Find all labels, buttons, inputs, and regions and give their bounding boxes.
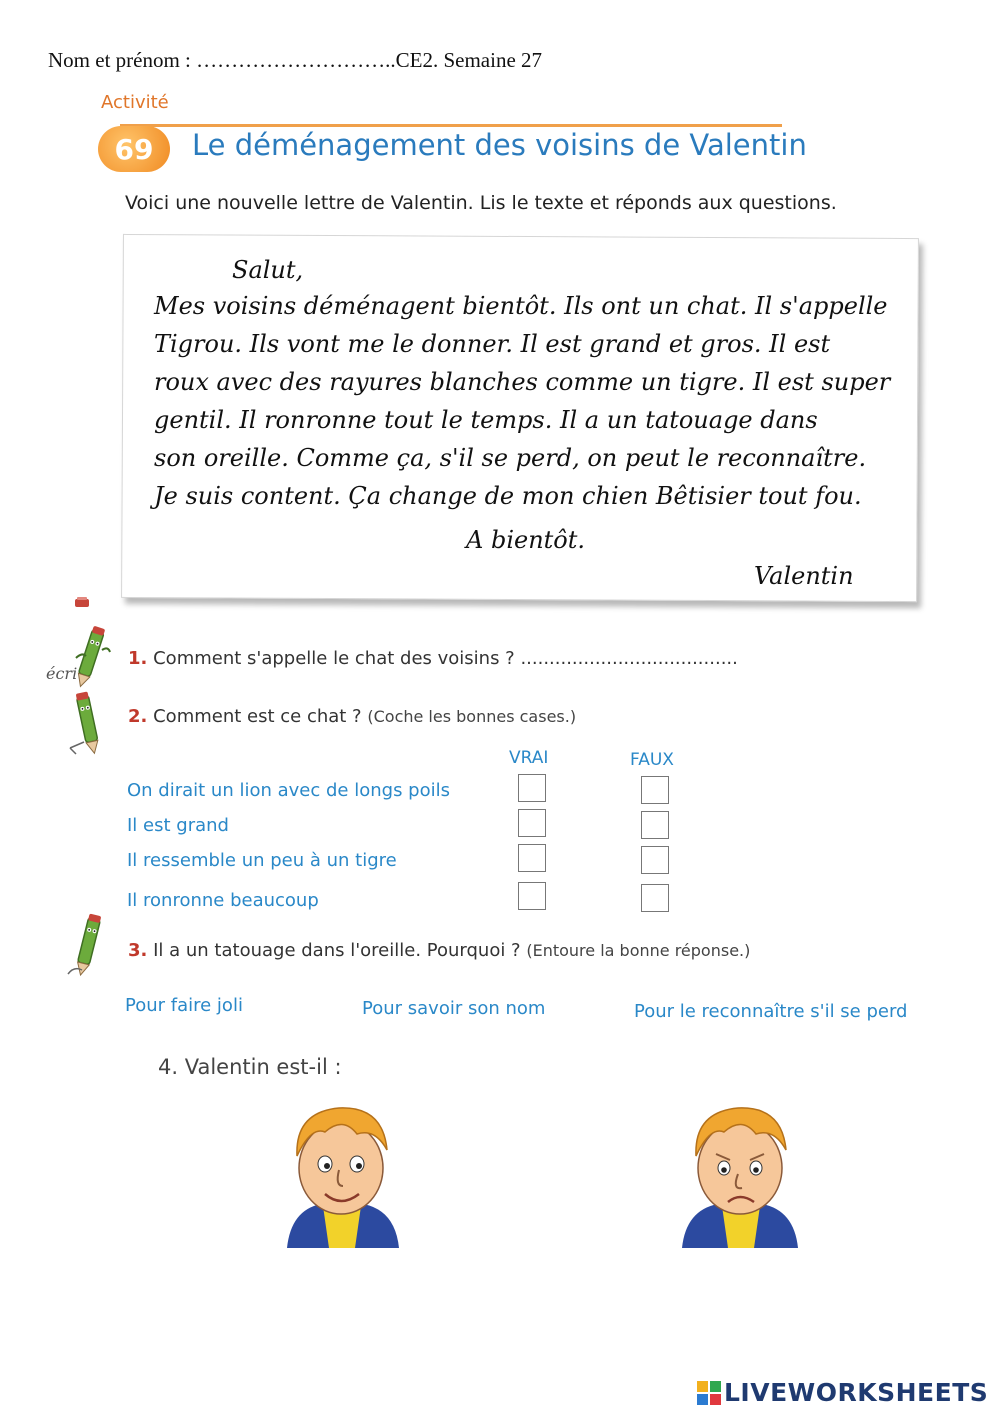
letter-greeting: Salut, [232, 256, 304, 284]
true-checkbox[interactable] [518, 774, 546, 802]
statement: Il est grand [127, 815, 229, 836]
false-checkbox[interactable] [641, 846, 669, 874]
title-underline [120, 124, 782, 127]
letter-signoff: A bientôt. [466, 526, 586, 554]
sad-boy-icon[interactable] [676, 1098, 806, 1248]
question-number: 2. [128, 706, 148, 727]
letter-line: Tigrou. Ils vont me le donner. Il est grand et gros. Il est [154, 330, 831, 358]
false-checkbox[interactable] [641, 811, 669, 839]
question-number: 3. [128, 940, 148, 961]
question-1 [128, 648, 738, 669]
answer-choice[interactable]: Pour le reconnaître s'il se perd [634, 1001, 908, 1022]
statement: Il ronronne beaucoup [127, 890, 319, 911]
margin-label: écri [46, 664, 78, 683]
question-3 [128, 940, 750, 961]
liveworksheets-logo [697, 1378, 988, 1407]
question-1-text: Comment s'appelle le chat des voisins ? ...................................... [153, 648, 738, 669]
column-false-header: FAUX [630, 750, 674, 770]
question-2 [128, 706, 576, 727]
activity-title: Le déménagement des voisins de Valentin [192, 128, 807, 162]
true-checkbox[interactable] [518, 809, 546, 837]
true-checkbox[interactable] [518, 844, 546, 872]
answer-choice[interactable]: Pour savoir son nom [362, 998, 546, 1019]
letter-line: Je suis content. Ça change de mon chien Bêtisier tout fou. [154, 482, 862, 510]
pencil-tip-icon [74, 596, 90, 608]
activity-label: Activité [101, 92, 169, 113]
false-checkbox[interactable] [641, 776, 669, 804]
instructions: Voici une nouvelle lettre de Valentin. Lis le texte et réponds aux questions. [125, 192, 837, 214]
false-checkbox[interactable] [641, 884, 669, 912]
column-true-header: VRAI [509, 748, 549, 768]
letter-line: Mes voisins déménagent bientôt. Ils ont un chat. Il s'appelle [154, 292, 888, 320]
letter-line: son oreille. Comme ça, s'il se perd, on peut le reconnaître. [154, 444, 867, 472]
question-2-text: Comment est ce chat ? [153, 706, 362, 727]
answer-choice[interactable]: Pour faire joli [125, 995, 243, 1016]
question-3-hint: (Entoure la bonne réponse.) [526, 941, 751, 960]
activity-number-badge: 69 [98, 126, 170, 172]
happy-boy-icon[interactable] [277, 1098, 407, 1248]
letter-line: roux avec des rayures blanches comme un tigre. Il est super [154, 368, 891, 396]
pencil-mascot-icon [64, 690, 112, 756]
statement: Il ressemble un peu à un tigre [127, 850, 397, 871]
question-4: 4. Valentin est-il : [158, 1055, 342, 1079]
logo-text: LIVEWORKSHEETS [724, 1378, 989, 1407]
student-name-header: Nom et prénom : ………………………..CE2. Semaine 27 [48, 48, 543, 72]
liveworksheets-grid-icon [697, 1381, 721, 1405]
letter-line: gentil. Il ronronne tout le temps. Il a un tatouage dans [154, 406, 818, 434]
question-2-hint: (Coche les bonnes cases.) [367, 707, 577, 726]
pencil-mascot-icon [64, 912, 112, 978]
question-number: 1. [128, 648, 148, 669]
question-3-text: Il a un tatouage dans l'oreille. Pourquoi ? [153, 940, 521, 961]
true-checkbox[interactable] [518, 882, 546, 910]
letter-signature: Valentin [754, 562, 854, 590]
statement: On dirait un lion avec de longs poils [127, 780, 450, 801]
